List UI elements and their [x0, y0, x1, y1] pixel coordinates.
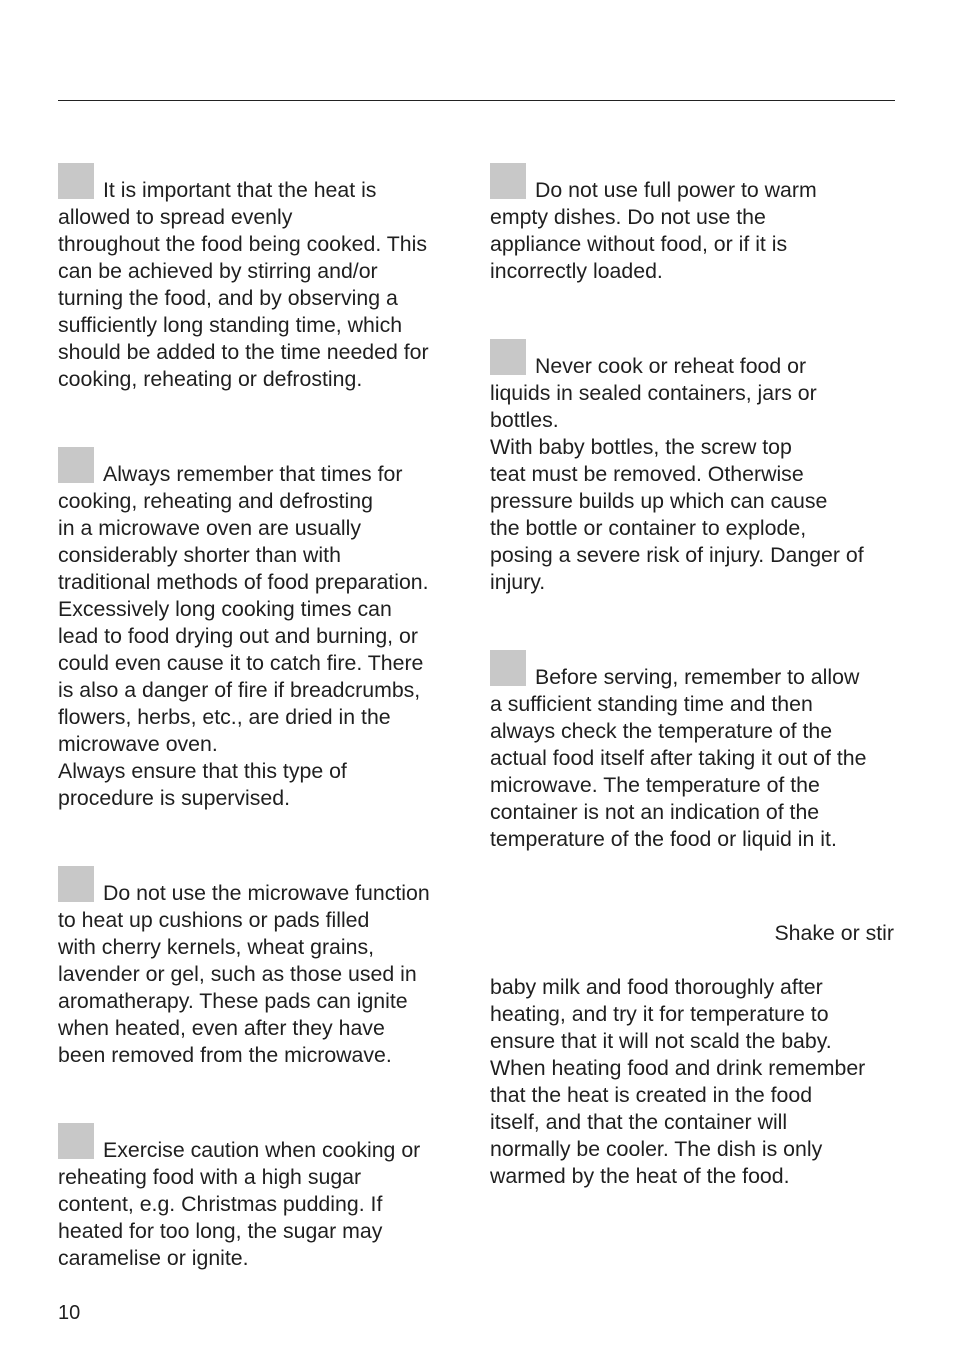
- left-paragraph-cooking-times: [58, 407, 468, 812]
- right-paragraph-baby-food-lead: Shake or stir: [774, 921, 894, 945]
- left-paragraph-cushions-text: Do not use the microwave function to heat up cushions or pads filled with cherry kernels, wheat grains, lavender or gel, such as those used in aromatherapy. These pads can ignite when heated, even after they have been removed from the microwave.: [58, 881, 430, 1067]
- right-paragraph-sealed-containers-text: Never cook or reheat food or liquids in sealed containers, jars or bottles. With baby bottles, the screw top teat must be removed. Otherwise pressure builds up which can cause the bottle or container to explode, posing a severe risk of injury. Danger of injury.: [490, 354, 864, 594]
- right-paragraph-sealed-containers: [490, 299, 900, 596]
- warning-marker-icon: [58, 447, 94, 483]
- left-paragraph-heat-spread: [58, 123, 468, 393]
- page-number: 10: [58, 1302, 81, 1324]
- left-column: [58, 123, 468, 1286]
- warning-marker-icon: [490, 163, 526, 199]
- left-paragraph-cushions: [58, 826, 468, 1069]
- right-column: [490, 123, 900, 1204]
- right-paragraph-empty-dishes-text: Do not use full power to warm empty dishes. Do not use the appliance without food, or if it is incorrectly loaded.: [490, 178, 817, 283]
- warning-marker-icon: [490, 650, 526, 686]
- left-paragraph-cooking-times-text: Always remember that times for cooking, reheating and defrosting in a microwave oven are usually considerably shorter than with traditional methods of food preparation. Excessively long cooking times can lead to food drying out and burning, or could even cause it to catch fire. There is also a danger of fire if breadcrumbs, flowers, herbs, etc., are dried in the microwave oven. Always ensure that this type of procedure is supervised.: [58, 462, 429, 810]
- right-paragraph-baby-food-text: baby milk and food thoroughly after heating, and try it for temperature to ensure that it will not scald the baby. When heating food and drink remember that the heat is created in the food itself, and that the container will normally be cooler. The dish is only warmed by the heat of the food.: [490, 975, 866, 1188]
- header-rule: [58, 100, 895, 101]
- right-paragraph-empty-dishes: [490, 123, 900, 285]
- warning-marker-icon: [58, 163, 94, 199]
- warning-marker-icon: [58, 866, 94, 902]
- left-paragraph-heat-spread-text: It is important that the heat is allowed to spread evenly throughout the food being cooked. This can be achieved by stirring and/or turning the food, and by observing a sufficiently long standing time, which should be added to the time needed for cooking, reheating or defrosting.: [58, 178, 429, 391]
- left-paragraph-sugar: [58, 1083, 468, 1272]
- right-paragraph-baby-food: [490, 893, 900, 1190]
- warning-marker-icon: [490, 339, 526, 375]
- left-paragraph-sugar-text: Exercise caution when cooking or reheating food with a high sugar content, e.g. Christmas pudding. If heated for too long, the sugar may caramelise or ignite.: [58, 1138, 421, 1270]
- warning-marker-icon: [58, 1123, 94, 1159]
- right-paragraph-standing-time: [490, 610, 900, 853]
- right-paragraph-standing-time-text: Before serving, remember to allow a sufficient standing time and then always check the temperature of the actual food itself after taking it out of the microwave. The temperature of the container is not an indication of the temperature of the food or liquid in it.: [490, 665, 867, 851]
